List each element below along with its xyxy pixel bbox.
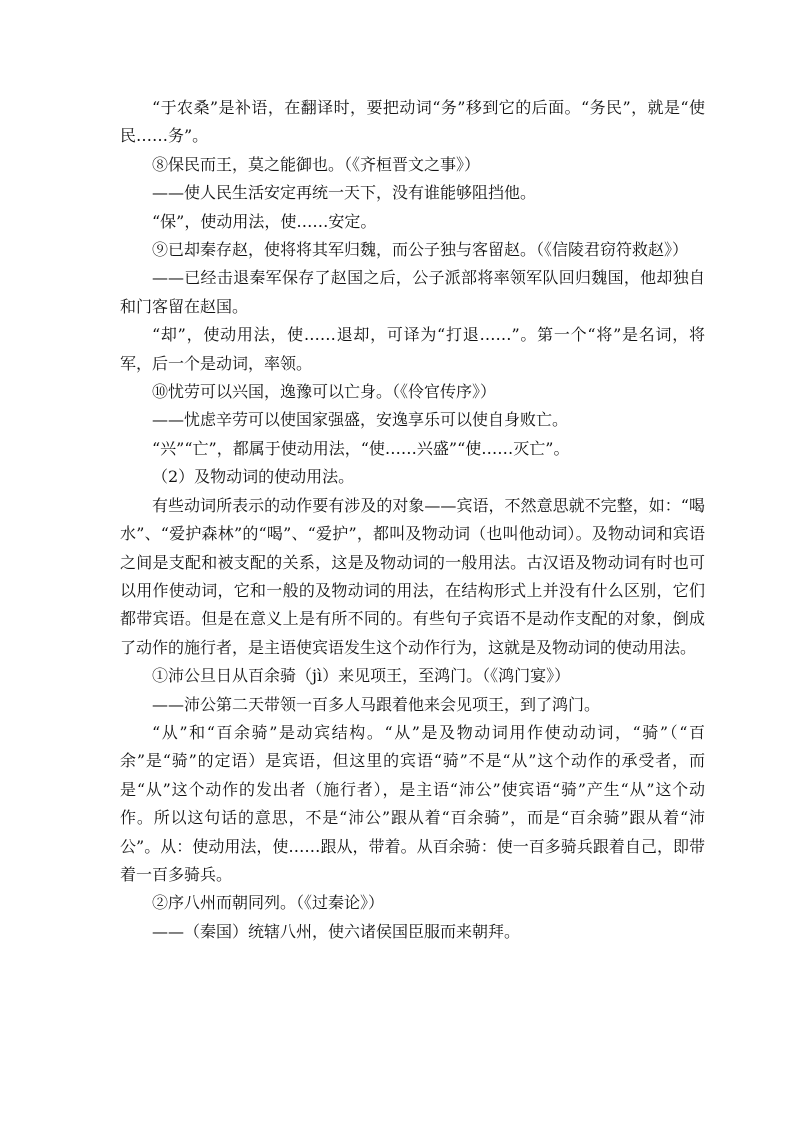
example-1-explanation: “从”和“百余骑”是动宾结构。“从”是及物动词用作使动动词，“骑”（“百余”是“骑”的定语）是宾语，但这里的宾语“骑”不是“从”这个动作的承受者，而是“从”这个动作的发出者（施行者），是主语“沛公”使宾语“骑”产生“从”这个动作。所以这句话的意思，不是“沛公”跟从着“百余骑”，而是“百余骑”跟从着“沛公”。从：使动用法，使……跟从，带着。从百余骑：使一百多骑兵跟着自己，即带着一百多骑兵。	[120, 722, 705, 884]
example-8-explanation: “保”，使动用法，使……安定。	[152, 211, 377, 231]
example-1-translation: ——沛公第二天带领一百多人马跟着他来会见项王，到了鸿门。	[152, 694, 601, 714]
example-8-translation: ——使人民生活安定再统一天下，没有谁能够阻挡他。	[152, 183, 537, 203]
example-10-translation: ——忧虑辛劳可以使国家强盛，安逸享乐可以使自身败亡。	[152, 410, 569, 430]
example-2-translation: ——（秦国）统辖八州，使六诸侯国臣服而来朝拜。	[152, 921, 521, 941]
example-9-sentence: ⑨已却秦存赵，使将将其军归魏，而公子独与客留赵。（《信陵君窃符救赵》）	[152, 240, 689, 260]
example-9-translation: ——已经击退秦军保存了赵国之后，公子派部将率领军队回归魏国，他却独自和门客留在赵国。	[120, 268, 705, 316]
example-9-explanation: “却”，使动用法，使……退却，可译为“打退……”。第一个“将”是名词，将军，后一个是动词，率领。	[120, 325, 705, 373]
example-8-sentence: ⑧保民而王，莫之能御也。（《齐桓晋文之事》）	[152, 154, 481, 174]
example-2-sentence: ②序八州而朝同列。（《过秦论》）	[152, 893, 385, 913]
paragraph-note-wu: “于农桑”是补语，在翻译时，要把动词“务”移到它的后面。“务民”，就是“使民……务”。	[120, 98, 705, 146]
example-10-sentence: ⑩忧劳可以兴国，逸豫可以亡身。（《伶官传序》）	[152, 382, 497, 402]
section-heading: （2）及物动词的使动用法。	[152, 467, 355, 487]
example-1-sentence: ①沛公旦日从百余骑（jì）来见项王，至鸿门。（《鸿门宴》）	[152, 666, 571, 686]
document-body	[120, 94, 705, 946]
section-explanation: 有些动词所表示的动作要有涉及的对象——宾语，不然意思就不完整，如：“喝水”、“爱护森林”的“喝”、“爱护”，都叫及物动词（也叫他动词）。及物动词和宾语之间是支配和被支配的关系，这是及物动词的一般用法。古汉语及物动词有时也可以用作使动词，它和一般的及物动词的用法，在结构形式上并没有什么区别，它们都带宾语。但是在意义上是有所不同的。有些句子宾语不是动作支配的对象，倒成了动作的施行者，是主语使宾语发生这个动作行为，这就是及物动词的使动用法。	[120, 495, 705, 657]
example-10-explanation: “兴”“亡”，都属于使动用法，“使……兴盛”“使……灭亡”。	[152, 438, 570, 458]
